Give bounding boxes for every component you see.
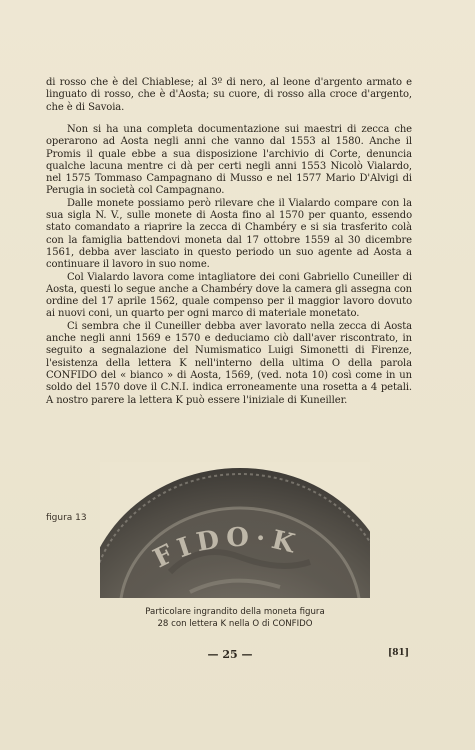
figure-label: figura 13	[46, 513, 87, 523]
caption-line-2: 28 con lettera K nella O di CONFIDO	[157, 619, 313, 629]
coin-image	[100, 462, 370, 598]
body-paragraphs	[46, 124, 412, 407]
coin-legend: FIDO·K	[148, 522, 304, 575]
paragraph-mint-masters: Non si ha una completa documentazione sui maestri di zecca che operarono ad Aosta negli anni che vanno dal 1553 al 1580. Anche il Promis il quale ebbe a sua disposizione l'archivio di Corte, denuncia qualche lacuna mentre ci dà per certi negli anni 1553 Nicolò Vialardo, nel 1575 Tommaso Campagnano di Musso e nel 1577 Mario D'Alvigi di Perugia in società col Campagnano.	[46, 124, 412, 197]
paragraph-cuneiller: Col Vialardo lavora come intagliatore dei coni Gabriello Cuneiller di Aosta, questi lo segue anche a Chambéry dove la camera gli assegna con ordine del 17 aprile 1562, quale compenso per il maggior lavoro dovuto ai nuovi coni, un quarto per ogni marco di materiale monetato.	[46, 271, 412, 320]
paragraph-vialardo: Dalle monete possiamo però rilevare che il Vialardo compare con la sua sigla N. V., sulle monete di Aosta fino al 1570 per quanto, essendo stato comandato a riaprire la zecca di Chambéry e si sia trasferito colà con la famiglia battendovi moneta dal 17 ottobre 1559 al 30 dicembre 1561, debba aver lasciato in questo periodo un suo agente ad Aosta a continuare il lavoro in suo nome.	[46, 197, 412, 271]
figure-caption	[110, 606, 360, 630]
caption-line-1: Particolare ingrandito della moneta figura	[145, 607, 325, 617]
paragraph-letter-k: Ci sembra che il Cuneiller debba aver lavorato nella zecca di Aosta anche negli anni 1569 e 1570 e deduciamo ciò dall'aver riscontrato, in seguito a segnalazione del Numismatico Luigi Simonetti di Firenze, l'esistenza della lettera K nell'interno della ultima O della parola CONFIDO del « bianco » di Aosta, 1569, (ved. nota 10) così come in un soldo del 1570 dove il C.N.I. indica erroneamente una rosetta a 4 petali. A nostro parere la lettera K può essere l'iniziale di Kuneiller.	[46, 320, 412, 406]
page-number: — 25 —	[207, 648, 253, 661]
intro-paragraph	[46, 77, 412, 114]
intro-text: di rosso che è del Chiablese; al 3º di nero, al leone d'argento armato e linguato di rosso, che è d'Aosta; su cuore, di rosso alla croce d'argento, che è di Savoia.	[46, 77, 412, 113]
coin-photo	[100, 462, 370, 598]
page-reference: [81]	[388, 648, 410, 658]
